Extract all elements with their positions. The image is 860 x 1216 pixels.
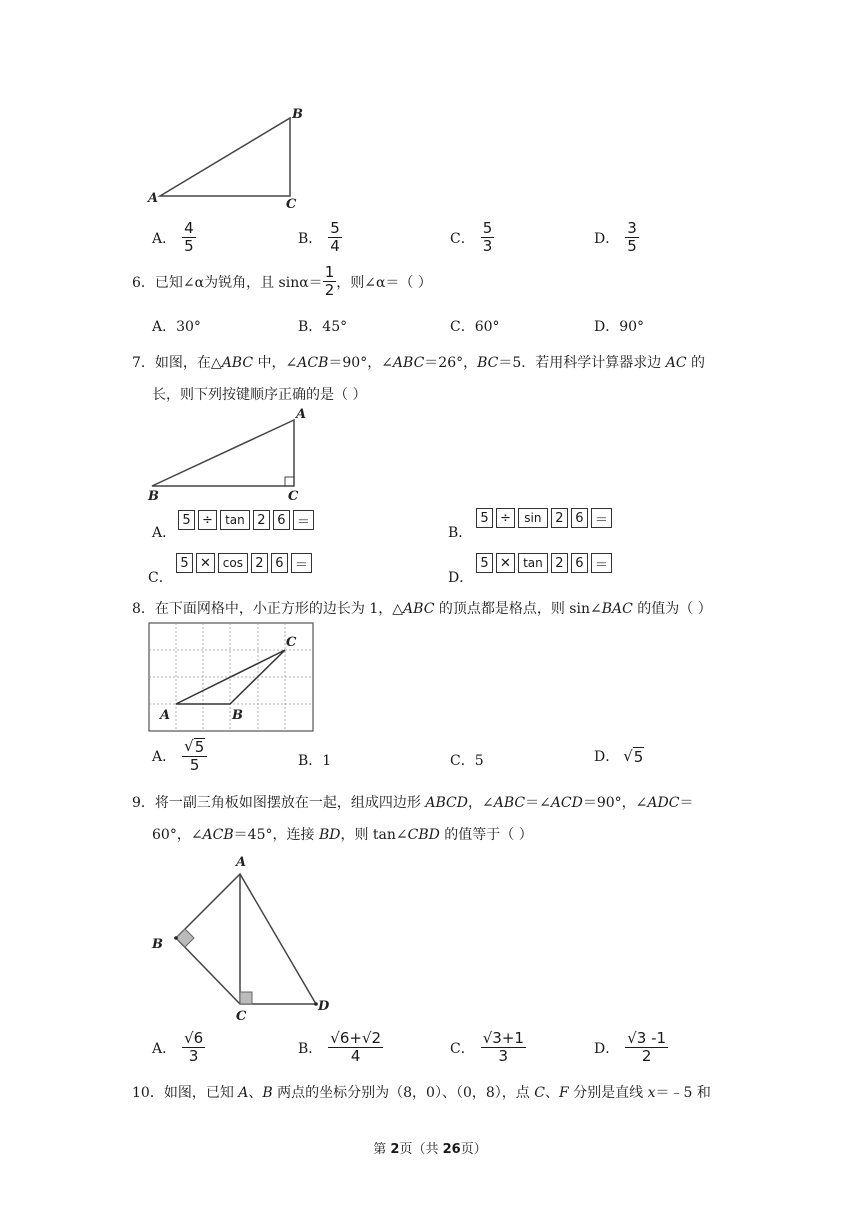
q9-question-line1: 9．将一副三角板如图摆放在一起，组成四边形 ABCD，∠ABC＝∠ACD＝90°，∠ADC＝ (132, 795, 694, 811)
key-6: 6 (571, 508, 588, 528)
q7-option-b-letter: B． (448, 525, 473, 541)
q7-option-a-keys (178, 510, 314, 530)
key-5: 5 (476, 508, 493, 528)
q7-label-a: A (296, 407, 307, 422)
q6-option-a: A．30° (152, 319, 201, 335)
q9-quadrilateral-figure (140, 848, 340, 1028)
q7-option-d-letter: D． (448, 570, 474, 586)
key-divide: ÷ (496, 508, 515, 528)
q5-label-b: B (292, 107, 303, 122)
key-multiply: ✕ (496, 553, 515, 573)
q9-label-a: A (236, 855, 247, 870)
q8-option-c: C．5 (450, 753, 484, 769)
q5-option-b: B． $\frac{5}{4}$ (298, 219, 340, 255)
q9-question-line2: 60°，∠ACB＝45°，连接 BD，则 tan∠CBD 的值等于（ ） (152, 827, 533, 843)
key-6: 6 (571, 553, 588, 573)
q9-label-d: D (318, 999, 330, 1014)
q9-option-a: A． $\frac{√6}{3}$ (152, 1029, 204, 1065)
q7-option-c-letter: C． (148, 570, 173, 586)
q9-option-d: D． $\frac{√3 -1}{2}$ (594, 1029, 667, 1065)
key-equals: ＝ (591, 553, 612, 573)
q10-question: 10．如图，已知 A、B 两点的坐标分别为（8，0）、（0，8），点 C、F 分别是直线 x＝﹣5 和 (132, 1085, 711, 1101)
q8-label-b: B (232, 708, 243, 723)
q5-label-a: A (148, 191, 159, 206)
q8-label-c: C (286, 635, 297, 650)
q7-triangle-figure (140, 404, 320, 504)
key-tan: tan (220, 510, 250, 530)
key-6: 6 (273, 510, 290, 530)
key-2: 2 (551, 508, 568, 528)
key-equals: ＝ (591, 508, 612, 528)
q9-label-c: C (236, 1009, 247, 1024)
key-2: 2 (251, 553, 268, 573)
q9-label-b: B (152, 937, 163, 952)
key-equals: ＝ (291, 553, 312, 573)
key-sin: sin (518, 508, 548, 528)
key-equals: ＝ (293, 510, 314, 530)
key-tan: tan (518, 553, 548, 573)
q9-option-c: C． $\frac{√3+1}{3}$ (450, 1029, 524, 1065)
q6-option-b: B．45° (298, 319, 348, 335)
key-5: 5 (178, 510, 195, 530)
q8-option-a: A． √ 5 5 (152, 738, 207, 774)
q7-option-a-letter: A． (152, 525, 177, 541)
key-2: 2 (253, 510, 270, 530)
q7-question-line1: 7．如图，在△ABC 中，∠ACB＝90°，∠ABC＝26°，BC＝5．若用科学计算器求边 AC 的 (132, 355, 706, 371)
q7-label-c: C (288, 489, 299, 504)
q6-option-d: D．90° (594, 319, 645, 335)
q6-question: 6．已知∠α为锐角，且 sinα＝ $\frac{1}{2}$ ，则∠α＝（ ） (132, 263, 432, 299)
q5-option-c: C． $\frac{5}{3}$ (450, 219, 493, 255)
key-2: 2 (551, 553, 568, 573)
q6-option-c: C．60° (450, 319, 500, 335)
q8-label-a: A (160, 708, 171, 723)
q5-label-c: C (286, 197, 297, 210)
key-5: 5 (476, 553, 493, 573)
q7-label-b: B (148, 489, 159, 504)
q5-triangle-figure (140, 100, 320, 210)
q9-option-b: B． $\frac{√6+√2}{4}$ (298, 1029, 382, 1065)
page-footer: 第 2页（共 26页） (373, 1142, 487, 1157)
q7-option-c-keys (176, 553, 312, 573)
q8-grid-figure (148, 622, 318, 734)
key-divide: ÷ (198, 510, 217, 530)
q7-option-b-keys (476, 508, 612, 528)
q7-question-line2: 长，则下列按键顺序正确的是（ ） (152, 387, 367, 403)
q5-option-d: D． $\frac{3}{5}$ (594, 219, 637, 255)
key-multiply: ✕ (196, 553, 215, 573)
q8-option-b: B．1 (298, 753, 332, 769)
q8-option-d: D． √ 5 (594, 746, 644, 766)
q5-option-a: A． $\frac{4}{5}$ (152, 219, 194, 255)
key-5: 5 (176, 553, 193, 573)
q7-option-d-keys (476, 553, 612, 573)
q8-question: 8．在下面网格中，小正方形的边长为 1，△ABC 的顶点都是格点，则 sin∠BAC 的值为（ ） (132, 601, 712, 617)
key-6: 6 (271, 553, 288, 573)
key-cos: cos (218, 553, 248, 573)
